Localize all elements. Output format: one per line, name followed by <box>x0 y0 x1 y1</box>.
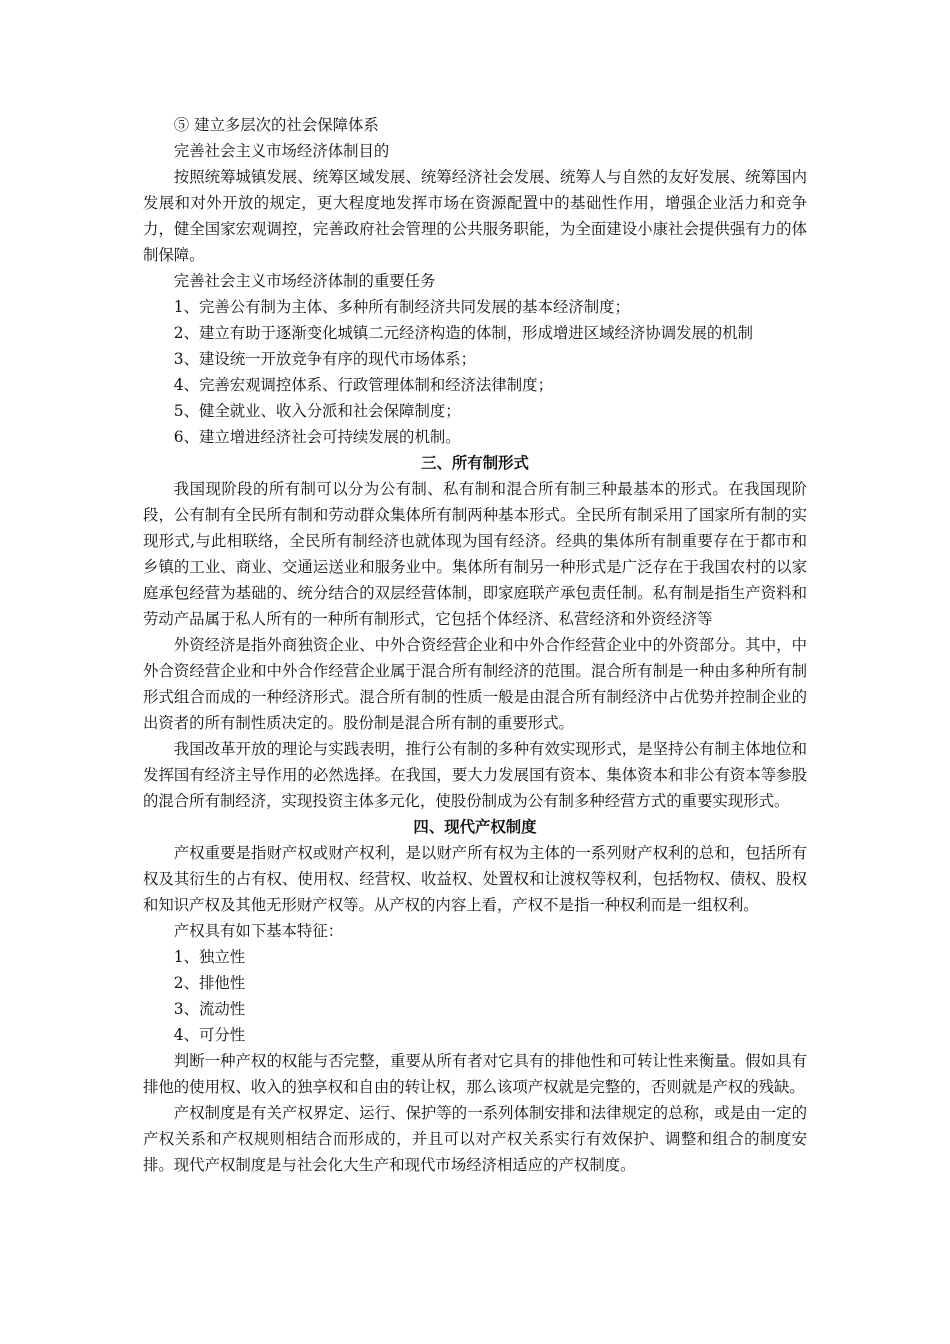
tasks-heading: 完善社会主义市场经济体制的重要任务 <box>173 272 436 290</box>
purpose-heading: 完善社会主义市场经济体制目的 <box>173 142 390 160</box>
section-4-paragraph-1: 产权重要是指财产权或财产权利，是以财产所有权为主体的一系列财产权利的总和，包括所有权及其衍生的占有权、使用权、经营权、收益权、处置权和让渡权等权利，包括物权、债权、股权和知识产权及其他无形财产权等。从产权的内容上看，产权不是指一种权利而是一组权利。 <box>143 844 807 914</box>
task-item-6: 6、建立增进经济社会可持续发展的机制。 <box>173 428 461 446</box>
purpose-paragraph: 按照统筹城镇发展、统筹区域发展、统筹经济社会发展、统筹人与自然的友好发展、统筹国内发展和对外开放的规定，更大程度地发挥市场在资源配置中的基础性作用，增强企业活力和竞争力，健全国家宏观调控，完善政府社会管理的公共服务职能，为全面建设小康社会提供强有力的体制保障。 <box>143 168 807 264</box>
task-item-4: 4、完善宏观调控体系、行政管理体制和经济法律制度； <box>173 376 553 394</box>
feature-item-1: 1、独立性 <box>173 948 246 966</box>
section-3-title: 三、所有制形式 <box>421 454 529 472</box>
document-page <box>143 112 807 1178</box>
features-heading: 产权具有如下基本特征： <box>173 922 344 940</box>
section-3-paragraph-3: 我国改革开放的理论与实践表明，推行公有制的多种有效实现形式，是坚持公有制主体地位和发挥国有经济主导作用的必然选择。在我国，要大力发展国有资本、集体资本和非公有资本等参股的混合所有制经济，实现投资主体多元化，使股份制成为公有制多种经营方式的重要实现形式。 <box>143 740 807 810</box>
section-3-paragraph-2: 外资经济是指外商独资企业、中外合资经营企业和中外合作经营企业中的外资部分。其中，中外合资经营企业和中外合作经营企业属于混合所有制经济的范围。混合所有制是一种由多种所有制形式组合而成的一种经济形式。混合所有制的性质一般是由混合所有制经济中占优势并控制企业的出资者的所有制性质决定的。股份制是混合所有制的重要形式。 <box>143 636 807 732</box>
section-4-paragraph-2: 判断一种产权的权能与否完整，重要从所有者对它具有的排他性和可转让性来衡量。假如具有排他的使用权、收入的独享权和自由的转让权，那么该项产权就是完整的，否则就是产权的残缺。 <box>143 1052 807 1096</box>
section-4-paragraph-3: 产权制度是有关产权界定、运行、保护等的一系列体制安排和法律规定的总称，或是由一定的产权关系和产权规则相结合而形成的，并且可以对产权关系实行有效保护、调整和组合的制度安排。现代产权制度是与社会化大生产和现代市场经济相适应的产权制度。 <box>143 1104 807 1174</box>
feature-item-2: 2、排他性 <box>173 974 246 992</box>
feature-item-4: 4、可分性 <box>173 1026 246 1044</box>
task-item-1: 1、完善公有制为主体、多种所有制经济共同发展的基本经济制度； <box>173 298 630 316</box>
task-item-3: 3、建设统一开放竞争有序的现代市场体系； <box>173 350 477 368</box>
section-3-paragraph-1: 我国现阶段的所有制可以分为公有制、私有制和混合所有制三种最基本的形式。在我国现阶段，公有制有全民所有制和劳动群众集体所有制两种基本形式。全民所有制采用了国家所有制的实现形式,与此相联络，全民所有制经济也就体现为国有经济。经典的集体所有制重要存在于都市和乡镇的工业、商业、交通运送业和服务业中。集体所有制另一种形式是广泛存在于我国农村的以家庭承包经营为基础的、统分结合的双层经营体制，即家庭联产承包责任制。私有制是指生产资料和劳动产品属于私人所有的一种所有制形式，它包括个体经济、私营经济和外资经济等 <box>143 480 807 628</box>
task-item-2: 2、建立有助于逐渐变化城镇二元经济构造的体制，形成增进区域经济协调发展的机制 <box>173 324 754 342</box>
section-4-title: 四、现代产权制度 <box>413 818 537 836</box>
social-security-line: ⑤ 建立多层次的社会保障体系 <box>173 116 379 134</box>
task-item-5: 5、健全就业、收入分派和社会保障制度； <box>173 402 461 420</box>
feature-item-3: 3、流动性 <box>173 1000 246 1018</box>
